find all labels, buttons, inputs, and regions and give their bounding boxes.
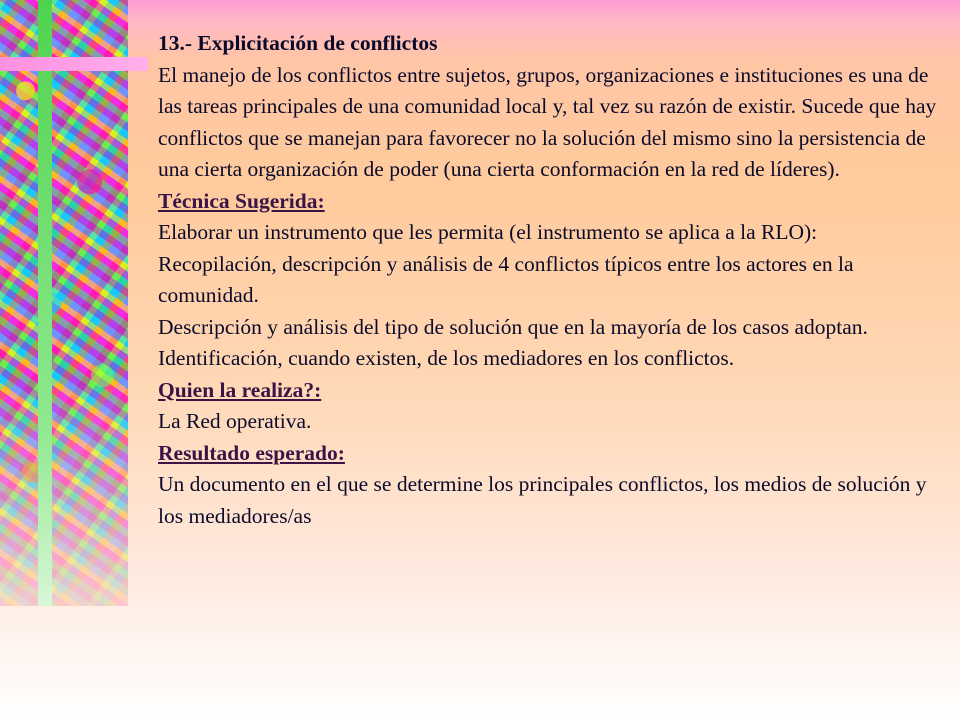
who-text: La Red operativa.	[158, 409, 312, 433]
slide-title: 13.- Explicitación de conflictos	[158, 31, 438, 55]
intro-paragraph: El manejo de los conflictos entre sujetos, grupos, organizaciones e instituciones es una de las tareas principales de una comunidad local y, tal vez su razón de existir. Sucede que hay conflictos que se manejan para favorecer no la solución del mismo sino la persistencia de una cierta organización de poder (una cierta conformación en la red de líderes).	[158, 62, 937, 181]
slide-content	[158, 28, 948, 532]
technique-heading: Técnica Sugerida:	[158, 188, 325, 213]
technique-line: Recopilación, descripción y análisis de 4 conflictos típicos entre los actores en la comunidad.	[158, 251, 854, 307]
result-heading: Resultado esperado:	[158, 440, 345, 465]
technique-line: Descripción y análisis del tipo de solución que en la mayoría de los casos adoptan.	[158, 314, 868, 339]
who-heading: Quien la realiza?:	[158, 377, 322, 402]
result-text: Un documento en el que se determine los principales conflictos, los medios de solución y los mediadores/as	[158, 472, 927, 528]
technique-line: Elaborar un instrumento que les permita (el instrumento se aplica a la RLO):	[158, 220, 818, 244]
green-vertical-bar	[38, 0, 52, 606]
decorative-strip-fade	[0, 380, 128, 606]
technique-line: Identificación, cuando existen, de los mediadores en los conflictos.	[158, 346, 735, 370]
pink-horizontal-band	[0, 57, 148, 71]
